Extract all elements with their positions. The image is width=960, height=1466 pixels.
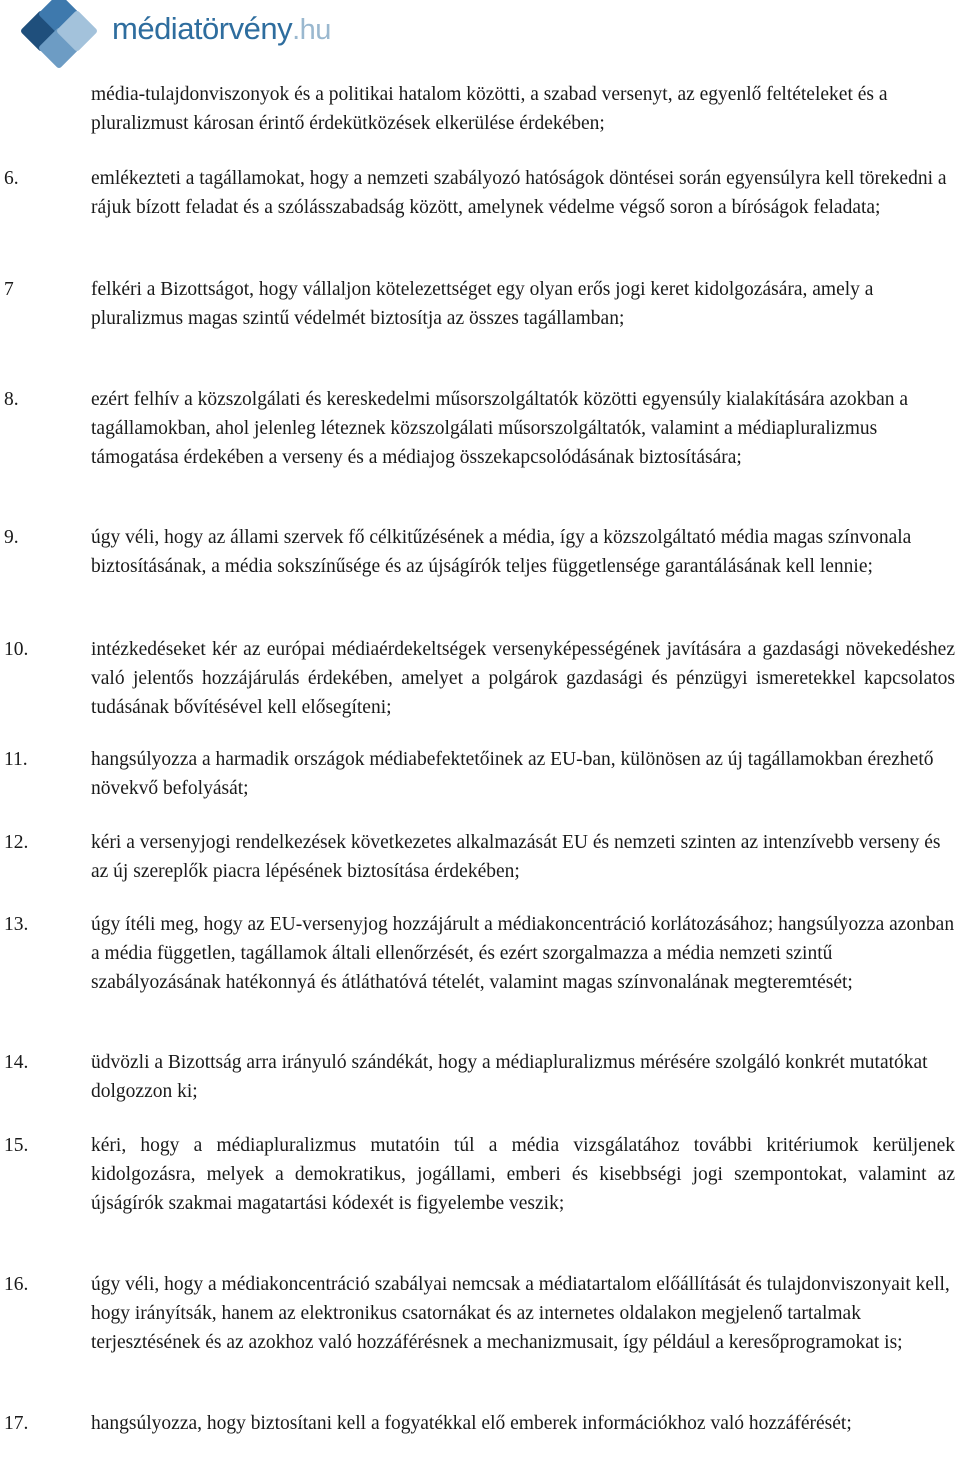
item-text: úgy véli, hogy a médiakoncentráció szabályai nemcsak a médiatartalom előállítását és tulajdonviszonyait kell, hogy irányítsák, hanem az elektronikus csatornákat és az internetes oldalakon megjelenő tartalmak terjesztésének és az azokhoz való hozzáférésnek a mechanizmusait, így például a keresőprogramokat is; — [91, 1274, 950, 1353]
item-number: 15. — [4, 1135, 29, 1156]
logo-tld: .hu — [292, 14, 331, 46]
item-number: 7 — [4, 279, 14, 300]
item-number: 17. — [4, 1413, 29, 1434]
item-text: üdvözli a Bizottság arra irányuló szándékát, hogy a médiapluralizmus mérésére szolgáló konkrét mutatókat dolgozzon ki; — [91, 1052, 928, 1102]
item-text: úgy ítéli meg, hogy az EU-versenyjog hozzájárult a médiakoncentráció korlátozásához; hangsúlyozza azonban a média független, tagállamok általi ellenőrzését, és ezért szorgalmazza a média nemzeti szintű szabályozásának hatékonnyá és átláthatóvá tételét, valamint magas színvonalának megteremtését; — [91, 914, 955, 993]
item-text: hangsúlyozza, hogy biztosítani kell a fogyatékkal elő emberek információkhoz való hozzáférését; — [91, 1413, 852, 1434]
logo-wordmark — [112, 11, 331, 47]
item-number: 11. — [4, 749, 28, 770]
item-number: 16. — [4, 1274, 29, 1295]
item-text: felkéri a Bizottságot, hogy vállaljon kötelezettséget egy olyan erős jogi keret kidolgozására, amely a pluralizmus magas szintű védelmét biztosítja az összes tagállamban; — [91, 279, 874, 329]
item-text: kéri, hogy a médiapluralizmus mutatóin túl a média vizsgálatához további kritériumok kerüljenek kidolgozásra, melyek a demokratikus, jogállami, emberi és kisebbségi jogi szempontokat, valamint az újságírók szakmai magatartási kódexét is figyelembe veszik; — [91, 1135, 955, 1214]
item-text: ezért felhív a közszolgálati és kereskedelmi műsorszolgáltatók közötti egyensúly kialakítására azokban a tagállamokban, ahol jelenleg léteznek közszolgálati műsorszolgáltatók, valamint a médiapluralizmus támogatása érdekében a verseny és a médiajog összekapcsolódásának biztosítására; — [91, 389, 909, 468]
item-text: intézkedéseket kér az európai médiaérdekeltségek versenyképességének javítására a gazdasági növekedéshez való jelentős hozzájárulás érdekében, amelyet a polgárok gazdasági és pénzügyi ismeretekkel kapcsolatos tudásának bővítésével kell elősegíteni; — [91, 639, 955, 718]
item-number: 13. — [4, 914, 29, 935]
item-number: 12. — [4, 832, 29, 853]
site-logo[interactable] — [20, 2, 331, 60]
item-text: kéri a versenyjogi rendelkezések következetes alkalmazását EU és nemzeti szinten az intenzívebb verseny és az új szereplők piacra lépésének biztosítása érdekében; — [91, 832, 941, 882]
item-number: 8. — [4, 389, 19, 410]
item-text: emlékezteti a tagállamokat, hogy a nemzeti szabályozó hatóságok döntései során egyensúlyra kell törekedni a rájuk bízott feladat és a szólásszabadság között, amelynek védelme végső soron a bíróságok feladata; — [91, 168, 947, 218]
item-text: úgy véli, hogy az állami szervek fő célkitűzésének a média, így a közszolgáltató média magas színvonala biztosításának, a média sokszínűsége és az újságírók teljes függetlensége garantálásának kell lennie; — [91, 527, 912, 577]
item-number: 14. — [4, 1052, 29, 1073]
logo-diamonds-icon — [20, 2, 108, 60]
item-number: 6. — [4, 168, 19, 189]
item-text: média-tulajdonviszonyok és a politikai hatalom közötti, a szabad versenyt, az egyenlő feltételeket és a pluralizmust károsan érintő érdekütközések elkerülése érdekében; — [91, 84, 888, 134]
item-text: hangsúlyozza a harmadik országok médiabefektetőinek az EU-ban, különösen az új tagállamokban érezhető növekvő befolyását; — [91, 749, 934, 799]
item-number: 9. — [4, 527, 19, 548]
item-number: 10. — [4, 639, 29, 660]
logo-name: médiatörvény — [112, 11, 293, 46]
